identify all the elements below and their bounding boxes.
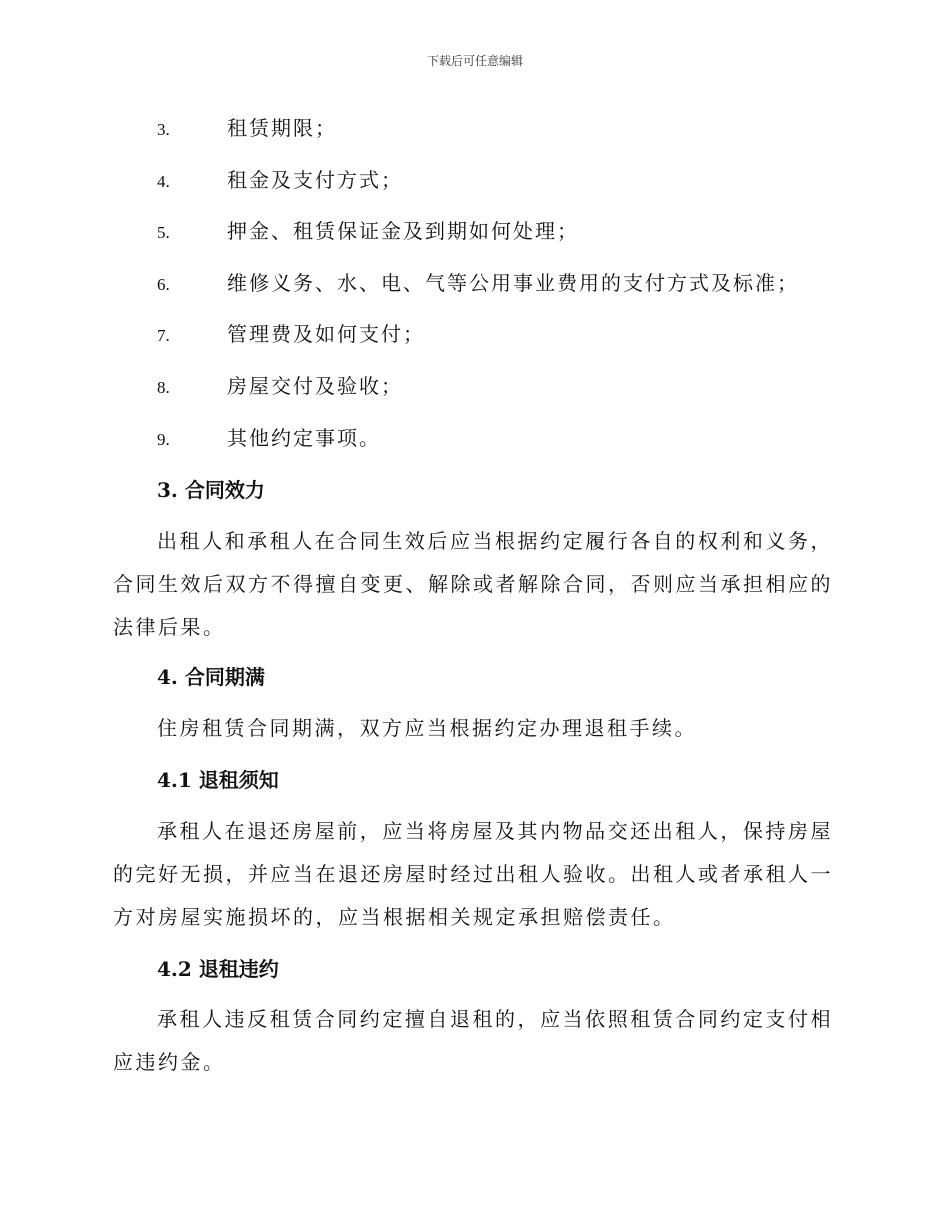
list-item-text: 租金及支付方式； [227,168,403,192]
list-item [157,165,403,195]
list-item-text: 维修义务、水、电、气等公用事业费用的支付方式及标准； [227,271,799,295]
list-item-text: 押金、租赁保证金及到期如何处理； [227,219,579,243]
section-heading-expiry: 4. 合同期满 [157,665,265,689]
section-heading-notice: 4.1 退租须知 [157,768,279,792]
list-item [157,216,579,246]
list-item-text: 租赁期限； [227,116,337,140]
list-item-number: 6. [157,275,170,294]
section-body-breach: 承租人违反租赁合同约定擅自退租的，应当依照租赁合同约定支付相应违约金。 [113,1007,833,1074]
list-item [157,371,403,401]
list-item-text: 房屋交付及验收； [227,374,403,398]
section-body-validity: 出租人和承租人在合同生效后应当根据约定履行各自的权利和义务，合同生效后双方不得擅自变更、解除或者解除合同，否则应当承担相应的法律后果。 [113,529,833,639]
list-item-text: 其他约定事项。 [227,426,381,450]
list-item-number: 9. [157,430,170,449]
list-item [157,319,425,349]
list-item [157,423,381,453]
section-heading-breach: 4.2 退租违约 [157,957,279,981]
list-item-number: 4. [157,172,170,191]
list-item-number: 5. [157,223,170,242]
list-item [157,268,799,298]
section-heading-validity: 3. 合同效力 [157,478,265,502]
list-item-number: 3. [157,120,170,139]
page-header: 下载后可任意编辑 [426,54,523,68]
section-body-expiry: 住房租赁合同期满，双方应当根据约定办理退租手续。 [157,716,697,740]
section-body-notice: 承租人在退还房屋前，应当将房屋及其内物品交还出租人，保持房屋的完好无损，并应当在退还房屋时经过出租人验收。出租人或者承租人一方对房屋实施损坏的，应当根据相关规定承担赔偿责任。 [113,819,833,929]
list-item [157,113,337,143]
list-item-number: 8. [157,378,170,397]
list-item-number: 7. [157,326,170,345]
list-item-text: 管理费及如何支付； [227,322,425,346]
